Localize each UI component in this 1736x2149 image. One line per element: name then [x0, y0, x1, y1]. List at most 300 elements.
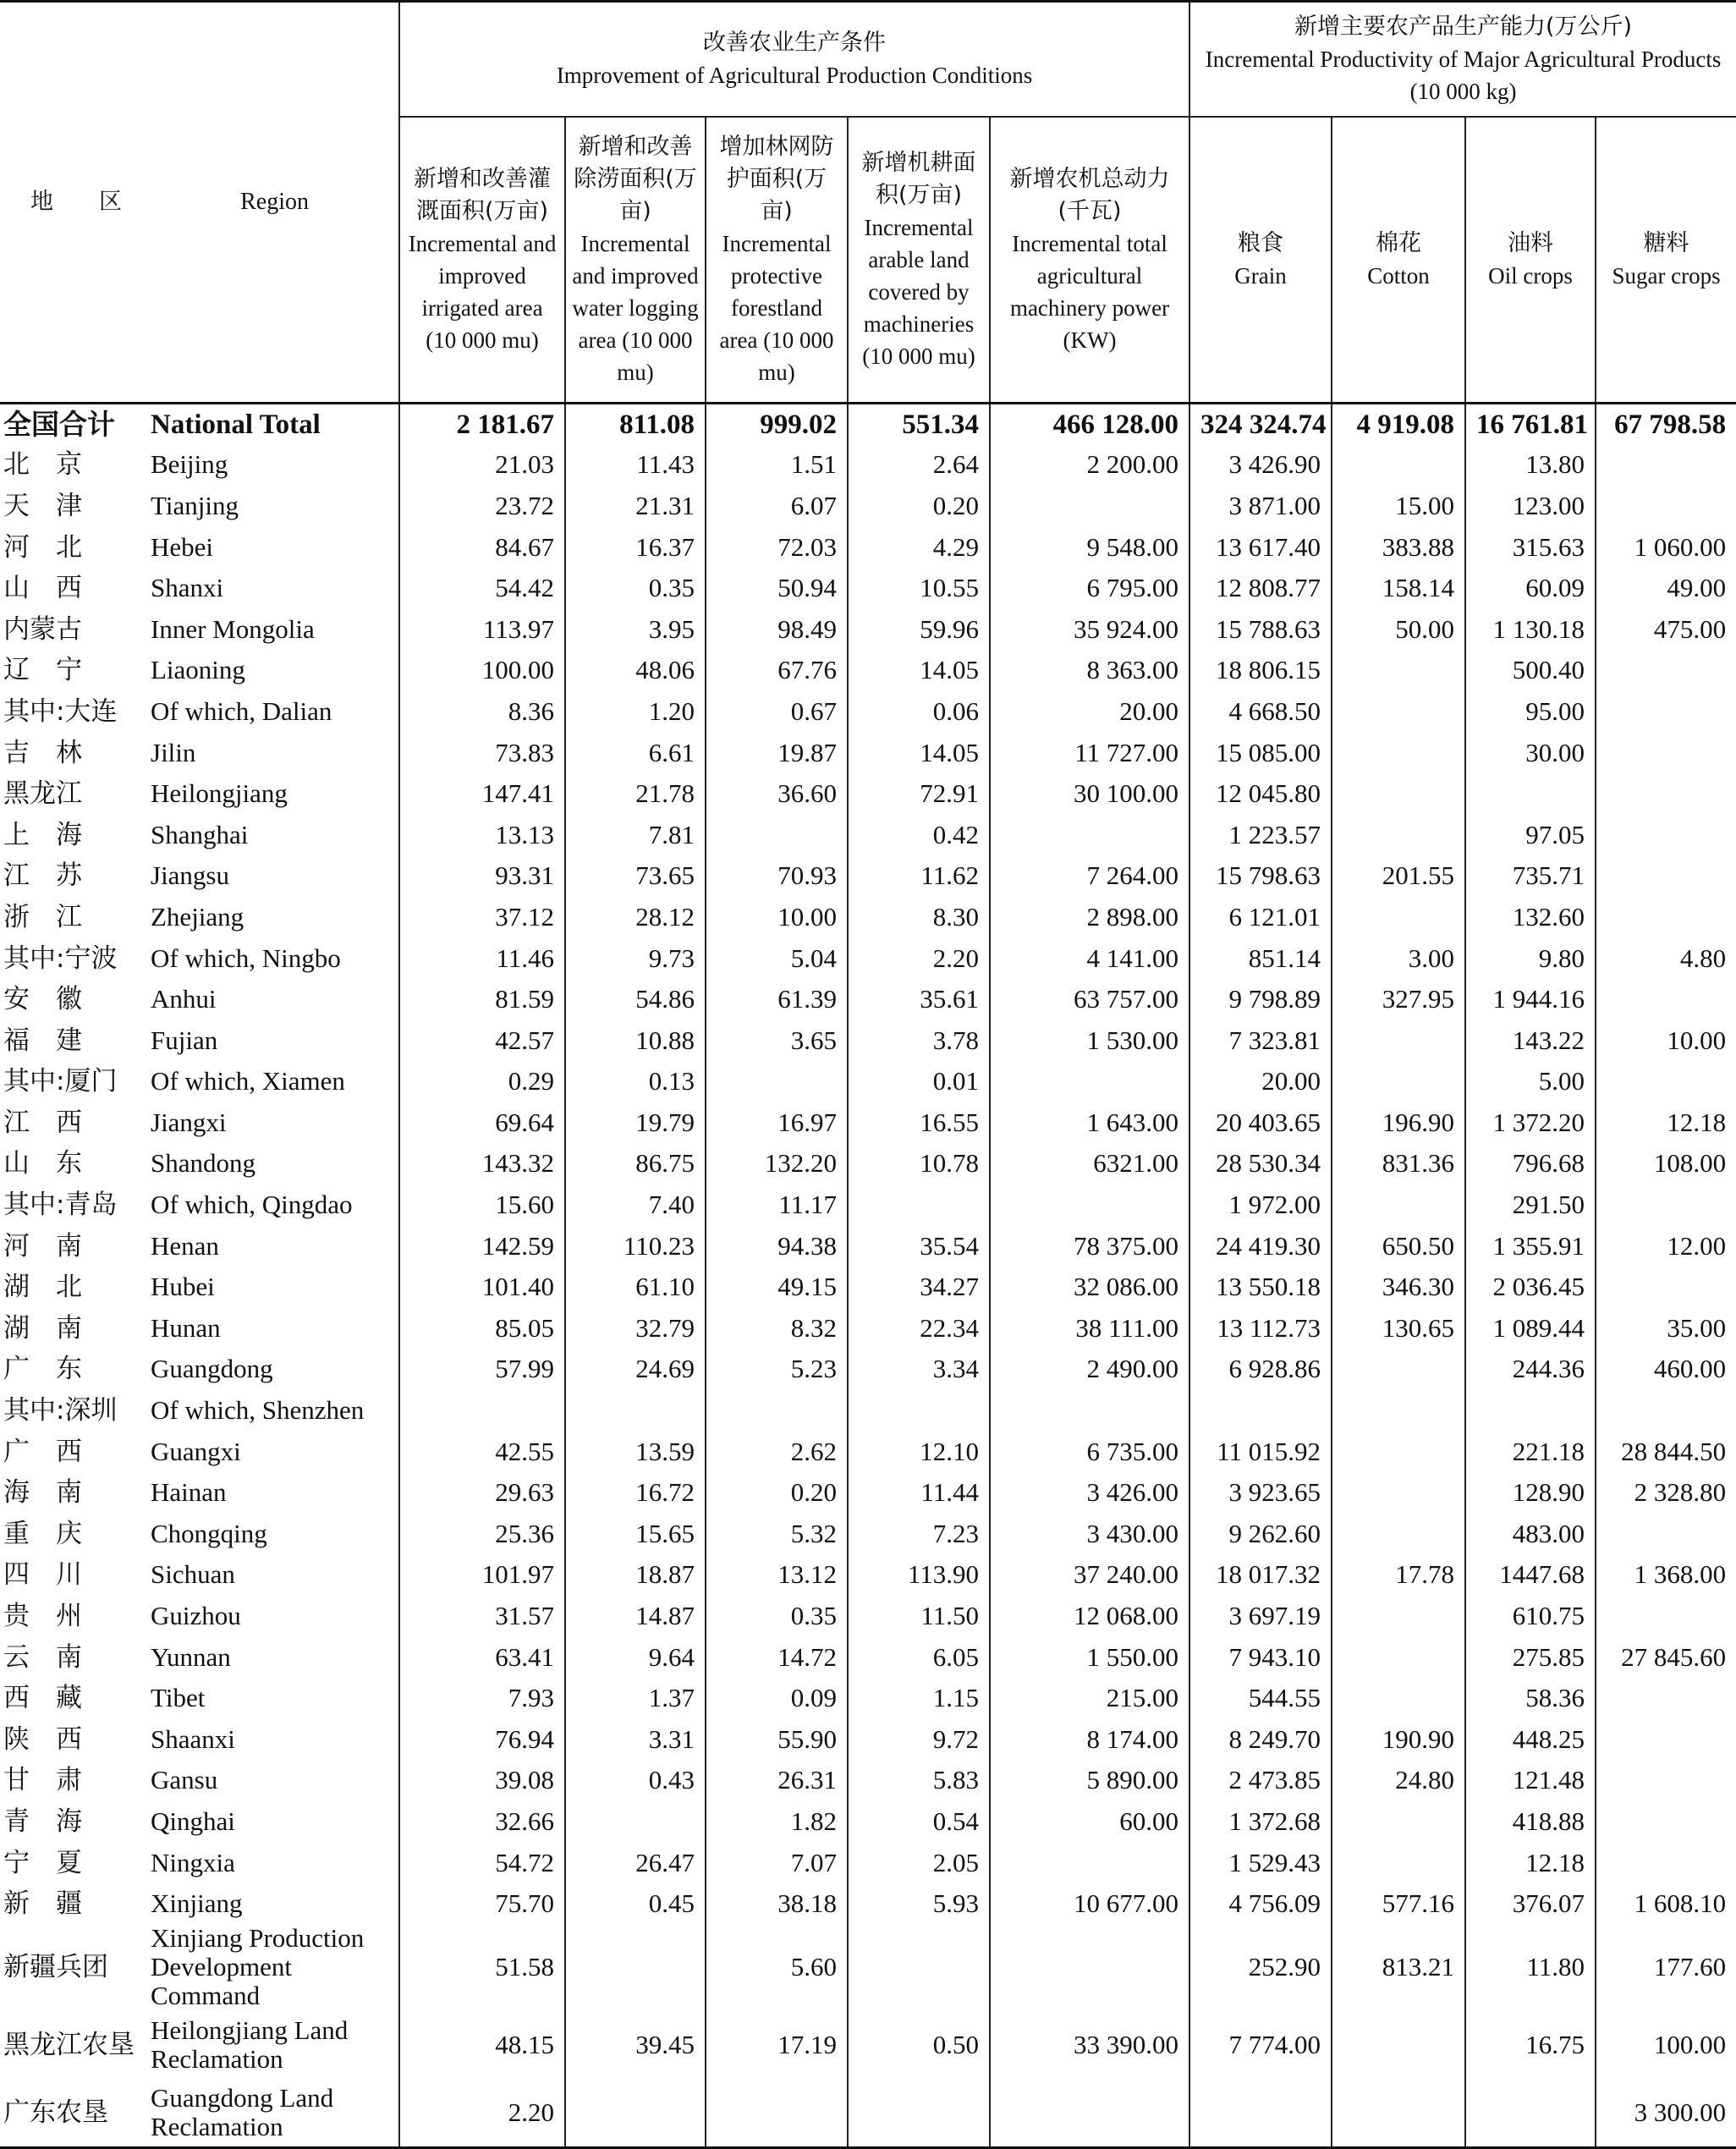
value-cell: 113.97: [399, 608, 565, 650]
value-cell: 13 617.40: [1189, 526, 1332, 568]
value-cell: 3 300.00: [1596, 2079, 1736, 2147]
table-row: [0, 937, 1736, 979]
value-cell: 15.65: [565, 1514, 706, 1555]
region-name-zh: 河 北: [3, 531, 82, 563]
value-cell: [1332, 1842, 1465, 1883]
value-cell: 49.15: [706, 1267, 848, 1308]
value-cell: [1332, 444, 1465, 486]
value-cell: 11.44: [848, 1472, 990, 1514]
value-cell: 221.18: [1465, 1431, 1596, 1472]
value-cell: 577.16: [1332, 1883, 1465, 1925]
table-row: [0, 2079, 1736, 2147]
value-cell: [1332, 1472, 1465, 1514]
column-header: [1189, 117, 1332, 404]
region-name-zh: 上 海: [3, 819, 82, 850]
value-cell: [1596, 814, 1736, 855]
value-cell: [1332, 1678, 1465, 1719]
table-row: [0, 1020, 1736, 1061]
table-row: [0, 1924, 1736, 2010]
region-name-zh: 西 藏: [3, 1683, 82, 1714]
value-cell: 2 473.85: [1189, 1760, 1332, 1801]
column-header-en: Incremental and improved irrigated area (10 000 mu): [408, 231, 557, 353]
value-cell: 6 121.01: [1189, 897, 1332, 938]
table-row: [0, 1472, 1736, 1514]
value-cell: 2.20: [848, 937, 990, 979]
value-cell: 2 490.00: [990, 1349, 1189, 1390]
value-cell: [706, 2079, 848, 2147]
value-cell: 72.03: [706, 526, 848, 568]
value-cell: 650.50: [1332, 1225, 1465, 1267]
value-cell: 27 845.60: [1596, 1636, 1736, 1678]
region-name-zh: 其中:大连: [3, 695, 118, 727]
value-cell: 73.65: [565, 855, 706, 897]
value-cell: 7 264.00: [990, 855, 1189, 897]
value-cell: 3 697.19: [1189, 1596, 1332, 1637]
value-cell: 1.51: [706, 444, 848, 486]
value-cell: 158.14: [1332, 568, 1465, 609]
value-cell: 13.13: [399, 814, 565, 855]
value-cell: [990, 1924, 1189, 2010]
column-header: [1596, 117, 1736, 404]
value-cell: 35 924.00: [990, 608, 1189, 650]
group-header-en: Incremental Productivity of Major Agricultural Products (10 000 kg): [1205, 47, 1722, 104]
value-cell: [1596, 897, 1736, 938]
value-cell: 15.60: [399, 1184, 565, 1226]
value-cell: 19.87: [706, 732, 848, 773]
value-cell: 15 788.63: [1189, 608, 1332, 650]
region-header-zh: 地 区: [30, 189, 122, 215]
table-row: [0, 1760, 1736, 1801]
value-cell: 4 141.00: [990, 937, 1189, 979]
region-name-en: Shanghai: [151, 819, 249, 849]
value-cell: 9.64: [565, 1636, 706, 1678]
value-cell: 3 426.00: [990, 1472, 1189, 1514]
value-cell: [1465, 1390, 1596, 1432]
value-cell: 11.80: [1465, 1924, 1596, 2010]
value-cell: [1465, 2079, 1596, 2147]
value-cell: 0.35: [706, 1596, 848, 1637]
value-cell: 128.90: [1465, 1472, 1596, 1514]
value-cell: 5.32: [706, 1514, 848, 1555]
table-row: [0, 1719, 1736, 1761]
table-row: [0, 1184, 1736, 1226]
region-name-en: Guangdong: [151, 1354, 273, 1384]
region-name-zh: 贵 州: [3, 1601, 82, 1632]
table-row: [0, 1225, 1736, 1267]
value-cell: 9 262.60: [1189, 1514, 1332, 1555]
value-cell: 7 323.81: [1189, 1020, 1332, 1061]
value-cell: 123.00: [1465, 486, 1596, 527]
value-cell: 1447.68: [1465, 1554, 1596, 1596]
region-name-zh: 北 京: [3, 449, 82, 481]
value-cell: 6 795.00: [990, 568, 1189, 609]
value-cell: 108.00: [1596, 1143, 1736, 1184]
value-cell: 13.80: [1465, 444, 1596, 486]
column-header-zh: 新增和改善灌溉面积(万亩): [414, 166, 552, 224]
value-cell: 13 112.73: [1189, 1308, 1332, 1349]
value-cell: 50.94: [706, 568, 848, 609]
table-row: [0, 814, 1736, 855]
value-cell: 11 727.00: [990, 732, 1189, 773]
group-header-productivity: [1189, 2, 1736, 118]
value-cell: 121.48: [1465, 1760, 1596, 1801]
value-cell: 460.00: [1596, 1349, 1736, 1390]
value-cell: 24 419.30: [1189, 1225, 1332, 1267]
table-row: [0, 1554, 1736, 1596]
value-cell: 16.55: [848, 1102, 990, 1144]
value-cell: 61.39: [706, 979, 848, 1020]
value-cell: 0.67: [706, 691, 848, 733]
value-cell: 10.78: [848, 1143, 990, 1184]
value-cell: 3.78: [848, 1020, 990, 1061]
value-cell: 0.43: [565, 1760, 706, 1801]
value-cell: 36.60: [706, 773, 848, 815]
value-cell: 0.01: [848, 1061, 990, 1102]
value-cell: 11.43: [565, 444, 706, 486]
region-name-en: Ningxia: [151, 1847, 235, 1877]
region-name-zh: 浙 江: [3, 901, 82, 932]
table-row: [0, 1842, 1736, 1883]
value-cell: 9.72: [848, 1719, 990, 1761]
value-cell: 110.23: [565, 1225, 706, 1267]
value-cell: 16 761.81: [1465, 404, 1596, 445]
region-name-zh: 其中:深圳: [3, 1395, 118, 1426]
value-cell: 51.58: [399, 1924, 565, 2010]
value-cell: 735.71: [1465, 855, 1596, 897]
value-cell: 3 871.00: [1189, 486, 1332, 527]
value-cell: 24.69: [565, 1349, 706, 1390]
column-header-en: Incremental total agricultural machinery power (KW): [1009, 231, 1170, 353]
value-cell: 3.95: [565, 608, 706, 650]
value-cell: 1 608.10: [1596, 1883, 1736, 1925]
region-name-en: Of which, Dalian: [151, 695, 332, 726]
value-cell: 11.62: [848, 855, 990, 897]
value-cell: [1332, 732, 1465, 773]
value-cell: 383.88: [1332, 526, 1465, 568]
value-cell: 0.29: [399, 1061, 565, 1102]
value-cell: 20.00: [990, 691, 1189, 733]
value-cell: 1 529.43: [1189, 1842, 1332, 1883]
value-cell: 35.00: [1596, 1308, 1736, 1349]
value-cell: [990, 2079, 1189, 2147]
value-cell: 20 403.65: [1189, 1102, 1332, 1144]
value-cell: 6.05: [848, 1636, 990, 1678]
value-cell: 67.76: [706, 650, 848, 691]
group-header-zh: 改善农业生产条件: [703, 30, 887, 56]
value-cell: 8.30: [848, 897, 990, 938]
region-name-en: Of which, Shenzhen: [151, 1395, 365, 1426]
value-cell: 1 530.00: [990, 1020, 1189, 1061]
region-name-en: Of which, Ningbo: [151, 943, 341, 973]
region-name-zh: 安 徽: [3, 984, 82, 1015]
value-cell: 97.05: [1465, 814, 1596, 855]
value-cell: 7 943.10: [1189, 1636, 1332, 1678]
value-cell: 5.60: [706, 1924, 848, 2010]
value-cell: [1596, 1801, 1736, 1843]
value-cell: 85.05: [399, 1308, 565, 1349]
column-header-zh: 新增农机总动力(千瓦): [1009, 166, 1170, 224]
value-cell: 16.37: [565, 526, 706, 568]
column-header: [1465, 117, 1596, 404]
region-name-en: Xinjiang: [151, 1888, 243, 1919]
value-cell: 32 086.00: [990, 1267, 1189, 1308]
value-cell: 57.99: [399, 1349, 565, 1390]
value-cell: 35.54: [848, 1225, 990, 1267]
value-cell: 69.64: [399, 1102, 565, 1144]
region-name-zh: 广 西: [3, 1436, 82, 1467]
value-cell: 28.12: [565, 897, 706, 938]
region-name-zh: 辽 宁: [3, 655, 82, 686]
value-cell: 100.00: [399, 650, 565, 691]
column-header-zh: 粮食: [1238, 230, 1284, 256]
region-name-zh: 其中:宁波: [3, 943, 118, 974]
region-name-en: Tibet: [151, 1683, 206, 1713]
region-name-zh: 江 苏: [3, 860, 82, 892]
value-cell: 3 923.65: [1189, 1472, 1332, 1514]
value-cell: 244.36: [1465, 1349, 1596, 1390]
value-cell: 9.80: [1465, 937, 1596, 979]
value-cell: [1596, 1719, 1736, 1761]
region-name-zh: 湖 北: [3, 1272, 82, 1303]
value-cell: [848, 1184, 990, 1226]
table-row: [0, 979, 1736, 1020]
value-cell: 215.00: [990, 1678, 1189, 1719]
region-name-zh: 四 川: [3, 1559, 82, 1591]
value-cell: 10.88: [565, 1020, 706, 1061]
value-cell: 16.72: [565, 1472, 706, 1514]
value-cell: [1332, 1514, 1465, 1555]
value-cell: 418.88: [1465, 1801, 1596, 1843]
value-cell: 831.36: [1332, 1143, 1465, 1184]
value-cell: 70.93: [706, 855, 848, 897]
region-name-en: Shaanxi: [151, 1723, 235, 1754]
value-cell: [1596, 444, 1736, 486]
table-row: [0, 691, 1736, 733]
column-header-zh: 棉花: [1376, 230, 1422, 256]
table-row: [0, 897, 1736, 938]
value-cell: 1 550.00: [990, 1636, 1189, 1678]
value-cell: 7.81: [565, 814, 706, 855]
value-cell: 5.23: [706, 1349, 848, 1390]
value-cell: 190.90: [1332, 1719, 1465, 1761]
region-name-zh: 黑龙江: [3, 778, 82, 810]
value-cell: 42.57: [399, 1020, 565, 1061]
value-cell: [1596, 1678, 1736, 1719]
value-cell: [1189, 1390, 1332, 1432]
value-cell: 21.03: [399, 444, 565, 486]
value-cell: 63.41: [399, 1636, 565, 1678]
value-cell: 1 972.00: [1189, 1184, 1332, 1226]
column-header-zh: 糖料: [1643, 230, 1689, 256]
value-cell: 12.18: [1465, 1842, 1596, 1883]
value-cell: 2 181.67: [399, 404, 565, 445]
table-row: [0, 444, 1736, 486]
value-cell: 95.00: [1465, 691, 1596, 733]
value-cell: 93.31: [399, 855, 565, 897]
column-header-en: Grain: [1234, 263, 1287, 289]
region-name-zh: 山 西: [3, 573, 82, 604]
region-name-en: Shanxi: [151, 573, 224, 603]
table-body: [0, 404, 1736, 2148]
column-header: [848, 117, 990, 404]
value-cell: 35.61: [848, 979, 990, 1020]
value-cell: [1332, 1431, 1465, 1472]
table-row: [0, 1596, 1736, 1637]
value-cell: 327.95: [1332, 979, 1465, 1020]
region-name-zh: 宁 夏: [3, 1847, 82, 1878]
value-cell: 18.87: [565, 1554, 706, 1596]
region-name-zh: 吉 林: [3, 737, 82, 768]
value-cell: 16.97: [706, 1102, 848, 1144]
region-name-en: Anhui: [151, 984, 217, 1014]
value-cell: 10 677.00: [990, 1883, 1189, 1925]
value-cell: 12 808.77: [1189, 568, 1332, 609]
value-cell: 2.20: [399, 2079, 565, 2147]
value-cell: 500.40: [1465, 650, 1596, 691]
value-cell: 2.64: [848, 444, 990, 486]
region-name-en: Gansu: [151, 1765, 218, 1795]
value-cell: [565, 1924, 706, 2010]
value-cell: 8 174.00: [990, 1719, 1189, 1761]
value-cell: 448.25: [1465, 1719, 1596, 1761]
value-cell: 1 643.00: [990, 1102, 1189, 1144]
value-cell: 1 089.44: [1465, 1308, 1596, 1349]
table-row: [0, 486, 1736, 527]
value-cell: 18 017.32: [1189, 1554, 1332, 1596]
value-cell: 14.72: [706, 1636, 848, 1678]
column-header-zh: 新增和改善除涝面积(万亩): [574, 134, 697, 224]
value-cell: [1332, 1349, 1465, 1390]
value-cell: [1465, 773, 1596, 815]
value-cell: [706, 1061, 848, 1102]
value-cell: 50.00: [1332, 608, 1465, 650]
value-cell: 813.21: [1332, 1924, 1465, 2010]
value-cell: 11.50: [848, 1596, 990, 1637]
table-row: [0, 1308, 1736, 1349]
value-cell: 15 798.63: [1189, 855, 1332, 897]
value-cell: 5.93: [848, 1883, 990, 1925]
value-cell: 15 085.00: [1189, 732, 1332, 773]
value-cell: [1332, 1184, 1465, 1226]
value-cell: [1332, 1801, 1465, 1843]
region-name-zh: 甘 肃: [3, 1765, 82, 1796]
value-cell: [1596, 1514, 1736, 1555]
value-cell: 11.17: [706, 1184, 848, 1226]
value-cell: 1 944.16: [1465, 979, 1596, 1020]
value-cell: 3 426.90: [1189, 444, 1332, 486]
value-cell: 55.90: [706, 1719, 848, 1761]
value-cell: [1596, 1184, 1736, 1226]
value-cell: 4.29: [848, 526, 990, 568]
region-name-zh: 新 疆: [3, 1888, 82, 1920]
value-cell: [1596, 691, 1736, 733]
region-name-en: Zhejiang: [151, 901, 244, 932]
value-cell: 13 550.18: [1189, 1267, 1332, 1308]
value-cell: 1 368.00: [1596, 1554, 1736, 1596]
region-name-zh: 山 东: [3, 1148, 82, 1179]
region-name-en: Of which, Xiamen: [151, 1066, 345, 1096]
region-name-en: Fujian: [151, 1025, 218, 1055]
table-row: [0, 568, 1736, 609]
value-cell: 9 548.00: [990, 526, 1189, 568]
value-cell: 0.20: [848, 486, 990, 527]
region-name-en: Hebei: [151, 531, 214, 562]
region-name-zh: 广东农垦: [3, 2097, 108, 2129]
region-name-en: Jiangsu: [151, 860, 229, 891]
value-cell: 22.34: [848, 1308, 990, 1349]
value-cell: 475.00: [1596, 608, 1736, 650]
value-cell: 39.45: [565, 2010, 706, 2079]
value-cell: 143.32: [399, 1143, 565, 1184]
value-cell: 28 530.34: [1189, 1143, 1332, 1184]
value-cell: 7 774.00: [1189, 2010, 1332, 2079]
value-cell: [1596, 650, 1736, 691]
value-cell: 6.61: [565, 732, 706, 773]
value-cell: [990, 1390, 1189, 1432]
value-cell: 76.94: [399, 1719, 565, 1761]
value-cell: 61.10: [565, 1267, 706, 1308]
value-cell: 5 890.00: [990, 1760, 1189, 1801]
table-row: [0, 1390, 1736, 1432]
value-cell: 17.78: [1332, 1554, 1465, 1596]
value-cell: 16.75: [1465, 2010, 1596, 2079]
value-cell: 54.86: [565, 979, 706, 1020]
value-cell: 38 111.00: [990, 1308, 1189, 1349]
value-cell: 28 844.50: [1596, 1431, 1736, 1472]
value-cell: 26.31: [706, 1760, 848, 1801]
column-header-en: Incremental arable land covered by machineries (10 000 mu): [862, 215, 975, 369]
region-name-en: Jiangxi: [151, 1107, 227, 1137]
region-name-en: Liaoning: [151, 655, 245, 685]
value-cell: 9.73: [565, 937, 706, 979]
value-cell: 0.35: [565, 568, 706, 609]
region-name-en: Inner Mongolia: [151, 613, 315, 644]
value-cell: 10.00: [1596, 1020, 1736, 1061]
table-row: [0, 1431, 1736, 1472]
table-row: [0, 773, 1736, 815]
region-name-zh: 福 建: [3, 1025, 82, 1056]
value-cell: [1596, 1596, 1736, 1637]
value-cell: [1332, 2010, 1465, 2079]
region-name-en: Hainan: [151, 1477, 227, 1508]
value-cell: 32.66: [399, 1801, 565, 1843]
value-cell: 29.63: [399, 1472, 565, 1514]
value-cell: 1 355.91: [1465, 1225, 1596, 1267]
value-cell: 101.97: [399, 1554, 565, 1596]
value-cell: 1 130.18: [1465, 608, 1596, 650]
value-cell: 20.00: [1189, 1061, 1332, 1102]
value-cell: 11.46: [399, 937, 565, 979]
value-cell: 3.00: [1332, 937, 1465, 979]
value-cell: 143.22: [1465, 1020, 1596, 1061]
value-cell: 58.36: [1465, 1678, 1596, 1719]
value-cell: 30.00: [1465, 732, 1596, 773]
region-name-zh: 云 南: [3, 1641, 82, 1673]
value-cell: 275.85: [1465, 1636, 1596, 1678]
value-cell: [1596, 855, 1736, 897]
value-cell: 73.83: [399, 732, 565, 773]
value-cell: 11 015.92: [1189, 1431, 1332, 1472]
value-cell: 14.05: [848, 650, 990, 691]
value-cell: 37.12: [399, 897, 565, 938]
region-name-en: Chongqing: [151, 1518, 267, 1548]
value-cell: 54.72: [399, 1842, 565, 1883]
region-name-en: Heilongjiang Land Reclamation: [151, 2014, 349, 2074]
value-cell: 4 919.08: [1332, 404, 1465, 445]
table-row: [0, 732, 1736, 773]
value-cell: 72.91: [848, 773, 990, 815]
value-cell: 130.65: [1332, 1308, 1465, 1349]
